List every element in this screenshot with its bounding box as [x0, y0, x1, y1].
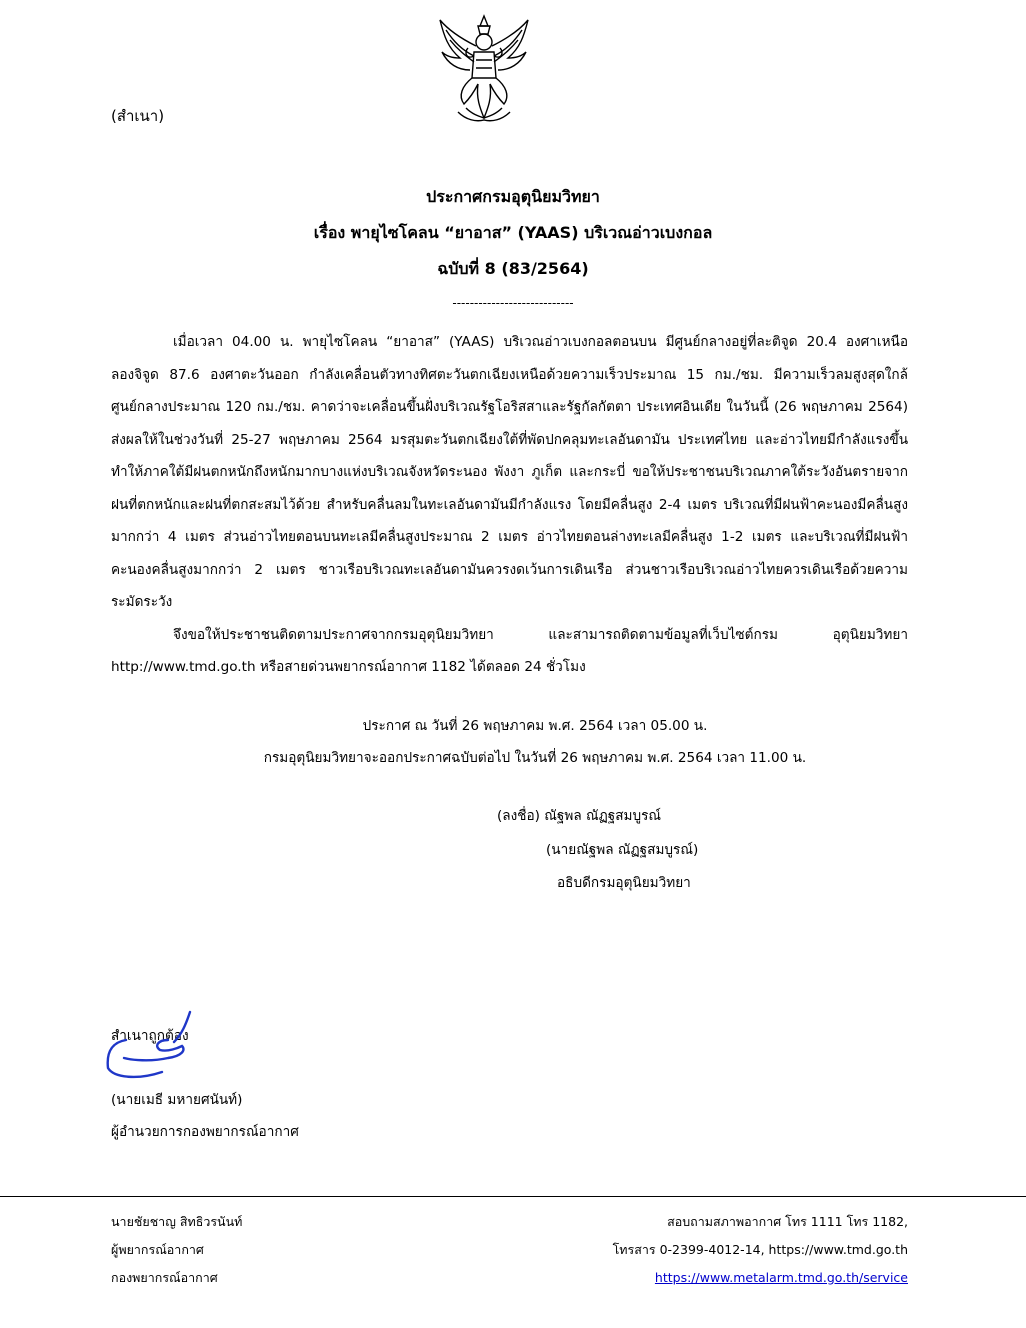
next-announcement: กรมอุตุนิยมวิทยาจะออกประกาศฉบับต่อไป ในวันที่ 26 พฤษภาคม พ.ศ. 2564 เวลา 11.00 น.: [263, 750, 807, 766]
garuda-emblem-icon: [436, 12, 532, 122]
certified-copy-label: สำเนาถูกต้อง: [111, 1028, 189, 1044]
title-line-3: ฉบับที่ 8 (83/2564): [437, 259, 589, 278]
footer-right: [613, 1208, 908, 1292]
announce-date-block: [0, 710, 1026, 774]
certifier-position: ผู้อำนวยการกองพยากรณ์อากาศ: [111, 1124, 299, 1140]
announce-date: ประกาศ ณ วันที่ 26 พฤษภาคม พ.ศ. 2564 เวลา 05.00 น.: [362, 718, 708, 734]
signature-position: อธิบดีกรมอุตุนิยมวิทยา: [557, 875, 691, 891]
signature-signed: (ลงชื่อ) ณัฐพล ณัฏฐสมบูรณ์: [497, 808, 662, 824]
metalarm-link[interactable]: https://www.metalarm.tmd.go.th/service: [654, 1270, 908, 1285]
forecaster-division: กองพยากรณ์อากาศ: [111, 1270, 218, 1285]
forecaster-title: ผู้พยากรณ์อากาศ: [111, 1242, 204, 1257]
announcement-title: [0, 184, 1026, 292]
signature-name: (นายณัฐพล ณัฏฐสมบูรณ์): [546, 842, 699, 858]
announcement-body: [111, 326, 908, 684]
footer-divider: [0, 1196, 1026, 1197]
handwritten-signature-icon: [102, 1010, 198, 1084]
footer-left: [111, 1208, 242, 1292]
title-line-2: เรื่อง พายุไซโคลน “ยาอาส” (YAAS) บริเวณอ่าวเบงกอล: [313, 223, 713, 242]
forecaster-name: นายชัยชาญ สิทธิวรนันท์: [111, 1214, 243, 1229]
copy-label: (สำเนา): [111, 107, 165, 125]
contact-phone: สอบถามสภาพอากาศ โทร 1111 โทร 1182,: [667, 1214, 908, 1229]
body-paragraph-2: จึงขอให้ประชาชนติดตามประกาศจากกรมอุตุนิยมวิทยา และสามารถติดตามข้อมูลที่เว็บไซต์กรม อุตุนิยมวิทยา http://www.tmd.go.th หรือสายด่วนพยากรณ์อากาศ 1182 ได้ตลอด 24 ชั่วโมง: [111, 626, 908, 675]
certifier-name: (นายเมธี มหายศนันท์): [111, 1092, 243, 1108]
body-paragraph-1: เมื่อเวลา 04.00 น. พายุไซโคลน “ยาอาส” (YAAS) บริเวณอ่าวเบงกอลตอนบน มีศูนย์กลางอยู่ที่ละติจูด 20.4 องศาเหนือ ลองจิจูด 87.6 องศาตะวันออก กำลังเคลื่อนตัวทางทิศตะวันตกเฉียงเหนือด้วยความเร็วประมาณ 15 กม./ชม. มีความเร็วลมสูงสุดใกล้ศูนย์กลางประมาณ 120 กม./ชม. คาดว่าจะเคลื่อนขึ้นฝั่งบริเวณรัฐโอริสสาและรัฐกัลกัตตา ประเทศอินเดีย ในวันนี้ (26 พฤษภาคม 2564) ส่งผลให้ในช่วงวันที่ 25-27 พฤษภาคม 2564 มรสุมตะวันตกเฉียงใต้ที่พัดปกคลุมทะเลอันดามัน ประเทศไทย และอ่าวไทยมีกำลังแรงขึ้น ทำให้ภาคใต้มีฝนตกหนักถึงหนักมากบางแห่งบริเวณจังหวัดระนอง พังงา ภูเก็ต และกระบี่ ขอให้ประชาชนบริเวณภาคใต้ระวังอันตรายจากฝนที่ตกหนักและฝนที่ตกสะสมไว้ด้วย สำหรับคลื่นลมในทะเลอันดามันมีกำลังแรง โดยมีคลื่นสูง 2-4 เมตร บริเวณที่มีฝนฟ้าคะนองมีคลื่นสูงมากกว่า 4 เมตร ส่วนอ่าวไทยตอนบนทะเลมีคลื่นสูงประมาณ 2 เมตร อ่าวไทยตอนล่างทะเลมีคลื่นสูง 1-2 เมตร และบริเวณที่มีฝนฟ้าคะนองคลื่นสูงมากกว่า 2 เมตร ชาวเรือบริเวณทะเลอันดามันควรงดเว้นการเดินเรือ ส่วนชาวเรือบริเวณอ่าวไทยควรเดินเรือด้วยความระมัดระวัง: [111, 334, 908, 610]
contact-fax: โทรสาร 0-2399-4012-14, https://www.tmd.go.th: [612, 1242, 908, 1257]
title-line-1: ประกาศกรมอุตุนิยมวิทยา: [426, 187, 600, 206]
title-separator: ----------------------------: [452, 296, 574, 310]
